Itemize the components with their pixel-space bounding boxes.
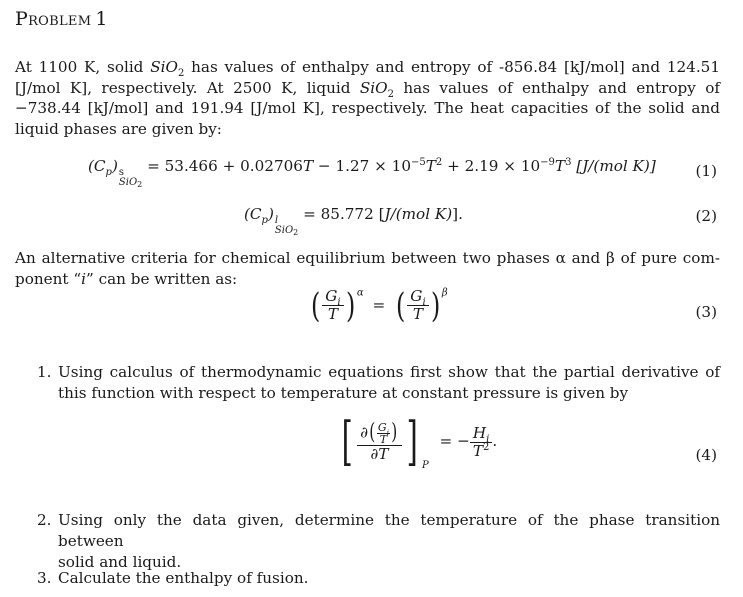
item-2-marker: 2. <box>37 511 52 529</box>
intro-line-1: At 1100 K, solid SiO$_2$ has values of enthalpy and entropy of -856.84 [kJ/mol] and 124.51 <box>15 58 720 79</box>
item-3-marker: 3. <box>37 569 52 587</box>
alt-line-2: ponent “i” can be written as: <box>15 269 238 288</box>
intro-line-2: [J/mol K], respectively. At 2500 K, liquid SiO$_2$ has values of enthalpy and entropy of <box>15 78 720 100</box>
equation-2: $(C_p)$ l SiO$_2$ = 85.772 [J/(mol K)]. <box>244 205 463 237</box>
equation-3: ( $\frac{G_i}{T}$ ) $^\alpha$ = ( $\frac{G_i}{T}$ ) $^\beta$ <box>310 285 448 326</box>
intro-line-3: −738.44 [kJ/mol] and 191.94 [J/mol K], respectively. The heat capacities of the solid and <box>15 99 720 117</box>
equation-1: $(C_p)$ s SiO$_2$ = $53.466 + 0.02706T - 1.27 \times 10^{-5}T^2 + 2.19 \times 10^{-9}T^3$ [J/(mol K)] <box>88 157 656 189</box>
equation-4-number: (4) <box>695 446 717 464</box>
problem-heading <box>15 8 108 30</box>
alt-line-1: An alternative criteria for chemical equilibrium between two phases α and β of pure com- <box>15 249 720 267</box>
intro-line-4: liquid phases are given by: <box>15 119 222 138</box>
heading-number: 1 <box>95 8 108 30</box>
alternative-criteria-paragraph <box>15 248 720 289</box>
question-item-2: 2. Using only the data given, determine the temperature of the phase transition between solid and liquid. <box>37 511 720 571</box>
species-formula: SiO <box>150 58 178 76</box>
equation-2-number: (2) <box>695 207 717 225</box>
item-1-marker: 1. <box>37 363 52 381</box>
question-item-3: 3. Calculate the enthalpy of fusion. <box>37 569 309 587</box>
intro-paragraph <box>15 57 720 139</box>
equation-4: [ ∂( $\frac{G_i}{T}$ ) ∂T ] $_P$ = − $\frac{H_i}{T^2}$ . <box>341 412 498 472</box>
heading-label: Problem <box>15 8 92 30</box>
question-item-1: 1. Using calculus of thermodynamic equations first show that the partial derivative of this function with respect to temperature at constant pressure is given by <box>37 363 720 402</box>
equation-3-number: (3) <box>695 303 717 321</box>
equation-1-number: (1) <box>695 162 717 180</box>
